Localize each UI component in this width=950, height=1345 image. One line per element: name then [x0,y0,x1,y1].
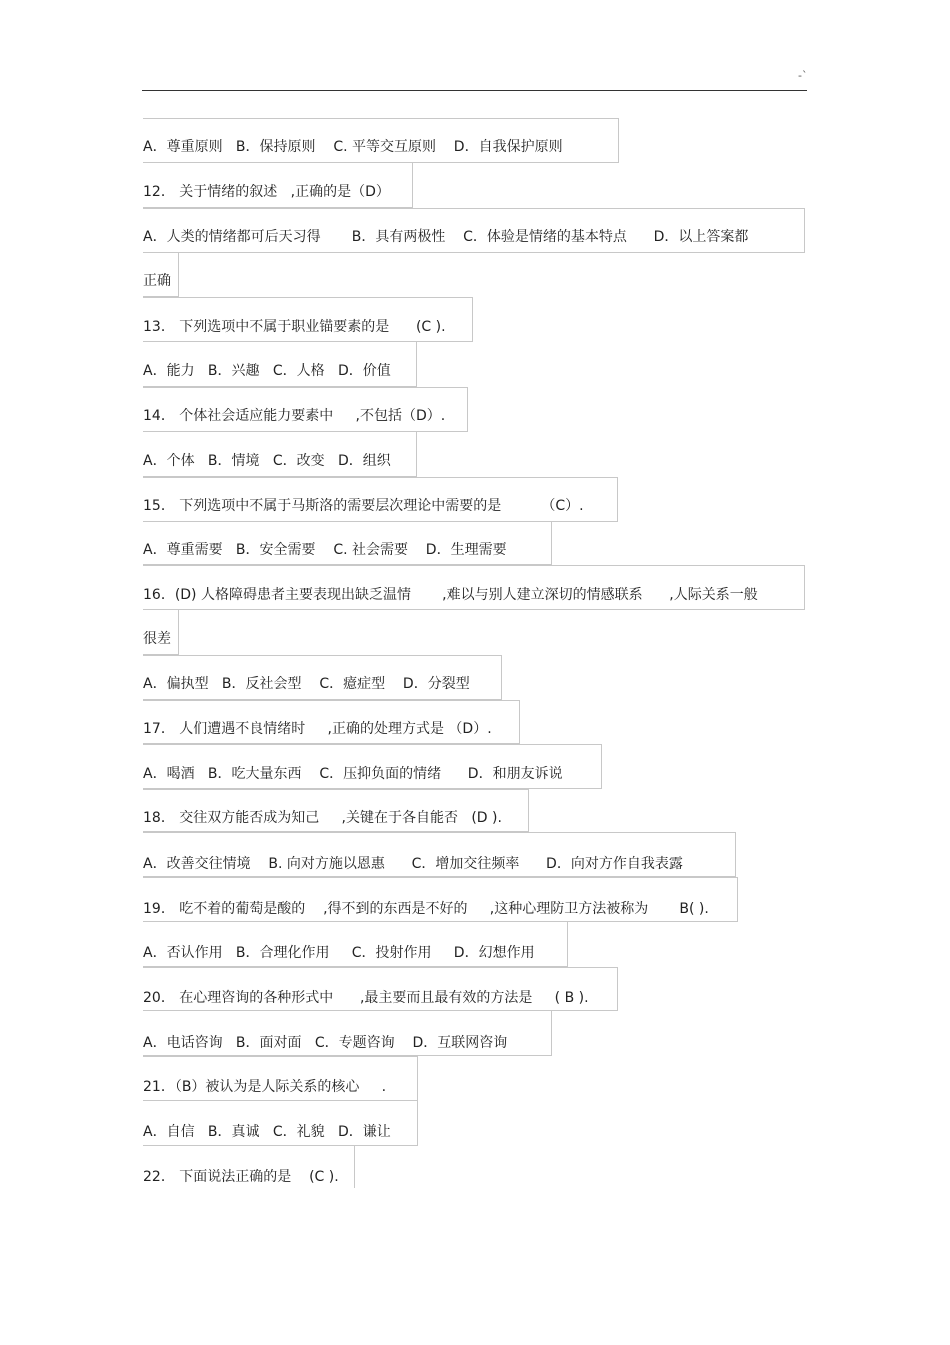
question-line: 20． 在心理咨询的各种形式中 ,最主要而且最有效的方法是 ( B ). [143,990,589,1006]
answer-options-line: A．尊重原则 B．保持原则 C. 平等交互原则 D．自我保护原则 [143,139,563,155]
page-corner-mark: -` [798,69,808,82]
question-line: 22． 下面说法正确的是 (C ). [143,1169,339,1185]
answer-options-line: A．尊重需要 B．安全需要 C. 社会需要 D．生理需要 [143,542,507,558]
question-line: 21．（B）被认为是人际关系的核心 . [143,1079,387,1095]
question-line: 14． 个体社会适应能力要素中 ,不包括（D）. [143,408,446,424]
header-rule [142,90,807,91]
question-line: 12． 关于情绪的叙述 ,正确的是（D） [143,184,390,200]
question-line: 16．(D) 人格障碍患者主要表现出缺乏温情 ,难以与别人建立深切的情感联系 ,人际关系一般 [143,587,758,603]
question-line: 13． 下列选项中不属于职业锚要素的是 (C ). [143,319,446,335]
question-line: 18． 交往双方能否成为知己 ,关键在于各自能否 (D ). [143,810,502,826]
question-line: 很差 [143,631,171,647]
question-line: 19． 吃不着的葡萄是酸的 ,得不到的东西是不好的 ,这种心理防卫方法被称为 B( ). [143,901,709,917]
answer-options-line: A．改善交往情境 B. 向对方施以恩惠 C．增加交往频率 D．向对方作自我表露 [143,856,683,872]
answer-options-line: 正确 [143,273,171,289]
answer-options-line: A．否认作用 B．合理化作用 C．投射作用 D．幻想作用 [143,945,535,961]
answer-options-line: A．人类的情绪都可后天习得 B．具有两极性 C．体验是情绪的基本特点 D．以上答案都 [143,229,749,245]
answer-options-line: A．电话咨询 B．面对面 C．专题咨询 D．互联网咨询 [143,1035,508,1051]
answer-options-line: A．能力 B．兴趣 C．人格 D．价值 [143,363,391,379]
answer-options-line: A．个体 B．情境 C．改变 D．组织 [143,453,391,469]
question-line: 17． 人们遭遇不良情绪时 ,正确的处理方式是 （D）. [143,721,492,737]
answer-options-line: A．偏执型 B．反社会型 C．癔症型 D．分裂型 [143,676,470,692]
answer-options-line: A．喝酒 B．吃大量东西 C．压抑负面的情绪 D．和朋友诉说 [143,766,563,782]
answer-options-line: A．自信 B．真诚 C．礼貌 D．谦让 [143,1124,391,1140]
question-line: 15． 下列选项中不属于马斯洛的需要层次理论中需要的是 （C）. [143,498,584,514]
